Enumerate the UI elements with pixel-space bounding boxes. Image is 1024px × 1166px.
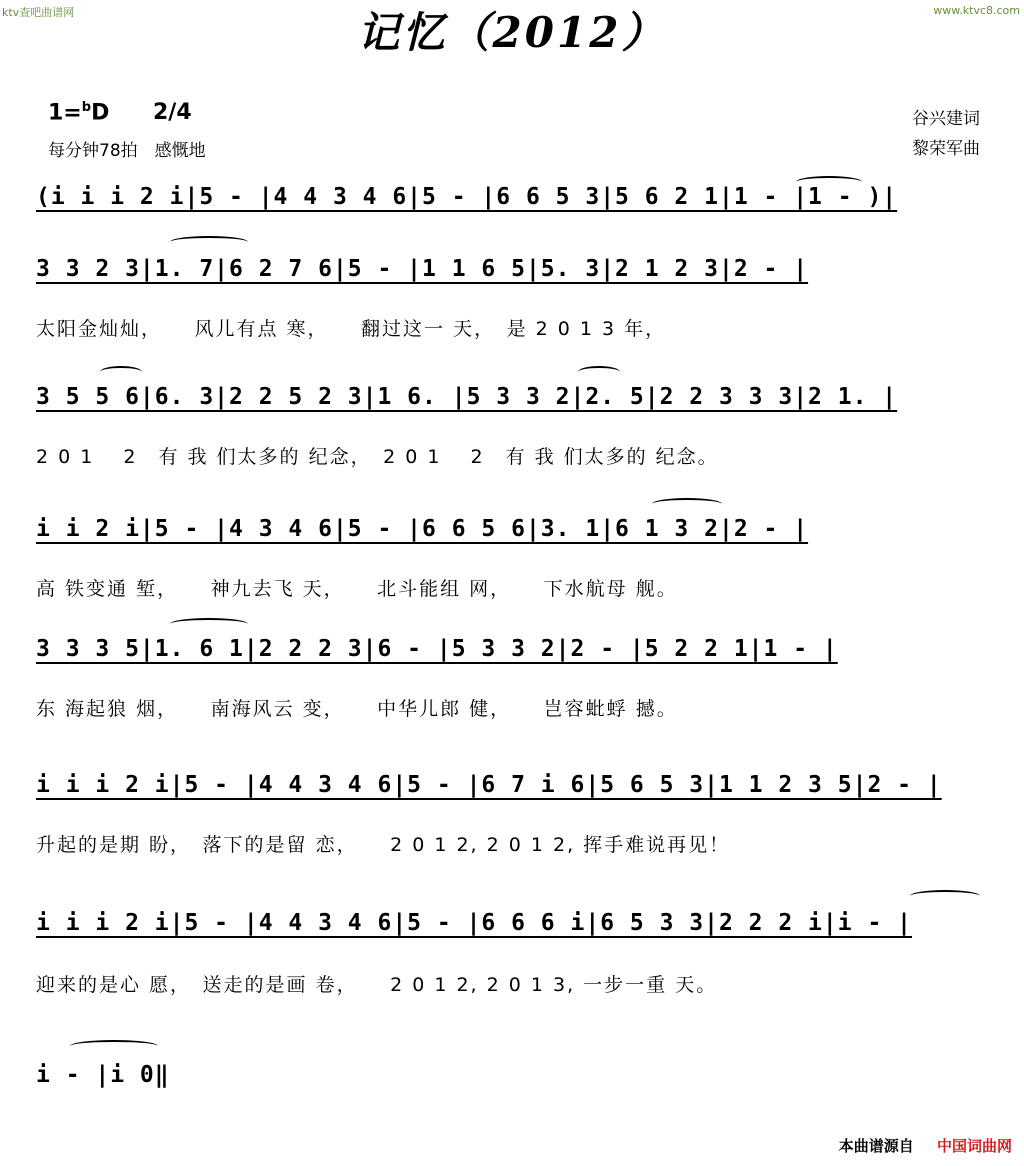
tie-arc xyxy=(70,1040,158,1052)
lyric-row-2: 太阳金灿灿， 风儿有点 寒， 翻过这一 天， 是 2 0 1 3 年， xyxy=(36,318,667,340)
key-flat: b xyxy=(81,100,92,115)
notation-row-4: i i 2 i|5 - |4 3 4 6|5 - |6 6 5 6|3. 1|6 1 3 2|2 - | xyxy=(36,516,809,542)
lyric-row-4: 高 铁变通 堑， 神九去飞 天， 北斗能组 网， 下水航母 舰。 xyxy=(36,578,678,600)
slur-arc xyxy=(100,366,142,378)
notation-row-8: i - |i 0‖ xyxy=(36,1062,170,1088)
key-signature xyxy=(48,100,192,125)
tempo-marking: 每分钟78拍 感慨地 xyxy=(48,141,206,161)
slur-arc xyxy=(578,366,620,378)
tie-arc xyxy=(170,236,248,248)
key-prefix: 1= xyxy=(48,100,82,126)
key-note: D xyxy=(91,100,110,126)
tie-arc xyxy=(170,618,248,630)
lyric-row-5: 东 海起狼 烟， 南海风云 变， 中华儿郎 健， 岂容蚍蜉 撼。 xyxy=(36,698,678,720)
source-label: 本曲谱源自 xyxy=(838,1137,914,1155)
notation-row-5: 3 3 3 5|1. 6 1|2 2 2 3|6 - |5 3 3 2|2 - |5 2 2 1|1 - | xyxy=(36,636,838,662)
tie-arc xyxy=(652,498,722,510)
time-signature: 2/4 xyxy=(153,100,192,126)
watermark-left: ktv查吧曲谱网 xyxy=(2,6,75,19)
tie-arc xyxy=(796,176,862,188)
notation-row-1: (i i i 2 i|5 - |4 4 3 4 6|5 - |6 6 5 3|5 6 2 1|1 - |1 - )| xyxy=(36,184,898,210)
composer-credit: 黎荣军曲 xyxy=(912,139,980,159)
watermark-right: www.ktvc8.com xyxy=(933,4,1020,17)
notation-row-7: i i i 2 i|5 - |4 4 3 4 6|5 - |6 6 6 i|6 5 3 3|2 2 2 i|i - | xyxy=(36,910,912,936)
source-footer xyxy=(839,1135,1012,1156)
song-title: 记忆（2012） xyxy=(357,8,667,57)
lyric-row-6: 升起的是期 盼， 落下的是留 恋， 2 0 1 2, 2 0 1 2, 挥手难说再见！ xyxy=(36,834,731,856)
tie-arc xyxy=(910,890,980,902)
notation-row-3: 3 5 5 6|6. 3|2 2 5 2 3|1 6. |5 3 3 2|2. 5|2 2 3 3 3|2 1. | xyxy=(36,384,898,410)
notation-row-6: i i i 2 i|5 - |4 4 3 4 6|5 - |6 7 i 6|5 6 5 3|1 1 2 3 5|2 - | xyxy=(36,772,942,798)
source-site-link[interactable]: 中国词曲网 xyxy=(936,1137,1012,1155)
lyric-row-7: 迎来的是心 愿， 送走的是画 卷， 2 0 1 2, 2 0 1 3, 一步一重 天。 xyxy=(36,974,718,996)
lyricist-credit: 谷兴建词 xyxy=(912,109,980,129)
notation-row-2: 3 3 2 3|1. 7|6 2 7 6|5 - |1 1 6 5|5. 3|2 1 2 3|2 - | xyxy=(36,256,809,282)
lyric-row-3: 2 0 1 2 有 我 们太多的 纪念， 2 0 1 2 有 我 们太多的 纪念。 xyxy=(36,446,719,468)
